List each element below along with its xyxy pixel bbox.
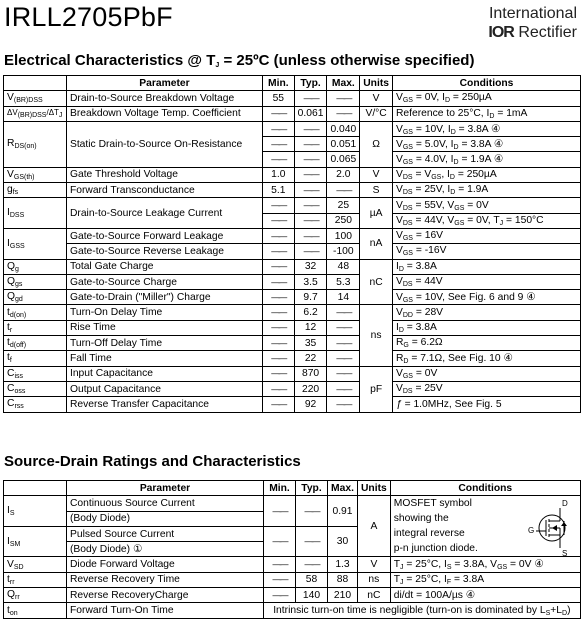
table-cell: (Body Diode) [67, 511, 264, 526]
table-cell: $t_f$ [4, 351, 67, 366]
table-row [4, 320, 581, 335]
table-cell: $Q_{rr}$ [4, 588, 67, 603]
table-cell: 0.065 [327, 152, 360, 167]
table-cell: $C_{oss}$ [4, 381, 67, 396]
mosfet-symbol-icon [524, 498, 576, 557]
table-cell: 58 [296, 572, 328, 587]
table-cell [262, 351, 294, 366]
table-cell [262, 198, 294, 213]
table-cell: $t_{rr}$ [4, 572, 67, 587]
table-cell: V [360, 167, 393, 182]
table-cell: 0.061 [294, 106, 327, 121]
table-cell: 870 [294, 366, 327, 381]
table-cell: nC [360, 259, 393, 305]
table-row [4, 259, 581, 274]
table-cell: $I_D = 3.8A$ [392, 320, 580, 335]
table-row [4, 397, 581, 412]
table-cell: 6.2 [294, 305, 327, 320]
mosfet-note: MOSFET symbol showing the integral reverse p-n junction diode. D G S [390, 496, 580, 557]
table-cell: Conditions [392, 76, 580, 91]
table-cell: $t_{d(off)}$ [4, 336, 67, 351]
table-cell [4, 76, 67, 91]
table-cell [262, 290, 294, 305]
table-cell: 30 [328, 526, 358, 557]
table-cell: V/°C [360, 106, 393, 121]
table-cell [262, 244, 294, 259]
table-row [4, 106, 581, 121]
table-cell: $V_{GS} = 10V$, See Fig. 6 and 9 ④ [392, 290, 580, 305]
table-cell: $I_{DSS}$ [4, 198, 67, 229]
table-cell [264, 588, 296, 603]
table-cell: Static Drain-to-Source On-Resistance [66, 121, 262, 167]
table-cell [294, 213, 327, 228]
table-cell: Turn-Off Delay Time [66, 336, 262, 351]
table-cell: Drain-to-Source Breakdown Voltage [66, 91, 262, 106]
table-cell: $V_{GS} = 0V$ [392, 366, 580, 381]
ton-note: Intrinsic turn-on time is negligible (turn-on is dominated by $L_S+L_D$) [264, 603, 581, 618]
table-cell [264, 572, 296, 587]
table-cell: $C_{iss}$ [4, 366, 67, 381]
table-cell [264, 557, 296, 572]
table-cell [262, 274, 294, 289]
table-cell [262, 106, 294, 121]
table-cell [327, 320, 360, 335]
table-row [4, 588, 581, 603]
table-cell: Output Capacitance [66, 381, 262, 396]
table-cell [294, 228, 327, 243]
source-drain-table [3, 480, 581, 619]
table-cell [294, 121, 327, 136]
table-cell: Gate-to-Drain ("Miller") Charge [66, 290, 262, 305]
table-cell: Units [358, 481, 391, 496]
table-cell: Typ. [296, 481, 328, 496]
table-cell: Forward Transconductance [66, 183, 262, 198]
table-cell: nC [358, 588, 391, 603]
table-cell [327, 183, 360, 198]
table-cell [327, 106, 360, 121]
table-cell: 1.3 [328, 557, 358, 572]
table-cell: Drain-to-Source Leakage Current [66, 198, 262, 229]
electrical-title: Electrical Characteristics @ $T_J$ = 25ºC (unless otherwise specified) [4, 52, 475, 69]
table-cell: (Body Diode) ① [67, 542, 264, 557]
table-cell: V [358, 557, 391, 572]
table-cell: 22 [294, 351, 327, 366]
table-cell [4, 481, 67, 496]
table-cell: S [360, 183, 393, 198]
table-cell: 2.0 [327, 167, 360, 182]
table-cell: $V_{DS} = 55V$, $V_{GS} = 0V$ [392, 198, 580, 213]
table-cell: Min. [264, 481, 296, 496]
table-cell: $R_G = 6.2\Omega$ [392, 336, 580, 351]
svg-text:D: D [561, 499, 568, 509]
table-cell: 210 [328, 588, 358, 603]
table-cell [296, 496, 328, 527]
table-row [4, 557, 581, 572]
table-cell [294, 137, 327, 152]
table-cell: Parameter [67, 481, 264, 496]
table-cell [294, 198, 327, 213]
table-cell [262, 381, 294, 396]
table-cell: Pulsed Source Current [67, 526, 264, 541]
table-cell: $Q_g$ [4, 259, 67, 274]
table-cell: 250 [327, 213, 360, 228]
table-cell: ƒ = 1.0MHz, See Fig. 5 [392, 397, 580, 412]
table-cell: Reverse RecoveryCharge [67, 588, 264, 603]
table-row [4, 572, 581, 587]
table-cell: $C_{rss}$ [4, 397, 67, 412]
table-row [4, 305, 581, 320]
table-row [4, 183, 581, 198]
table-row [4, 496, 581, 511]
table-row [4, 351, 581, 366]
table-cell: 0.051 [327, 137, 360, 152]
table-cell: Fall Time [66, 351, 262, 366]
table-cell: 35 [294, 336, 327, 351]
table-cell: ns [358, 572, 391, 587]
table-row [4, 274, 581, 289]
table-cell: $t_r$ [4, 320, 67, 335]
table-cell: $V_{DD} = 28V$ [392, 305, 580, 320]
svg-text:S: S [561, 549, 568, 559]
table-header-row [4, 76, 581, 91]
table-cell: Gate Threshold Voltage [66, 167, 262, 182]
table-cell: µA [360, 198, 393, 229]
table-row [4, 167, 581, 182]
table-cell [327, 336, 360, 351]
table-cell: Conditions [390, 481, 580, 496]
table-cell: di/dt = 100A/µs ④ [390, 588, 580, 603]
table-cell: V [360, 91, 393, 106]
table-cell: Parameter [66, 76, 262, 91]
table-cell [327, 305, 360, 320]
table-cell: $T_J = 25^\circ C$, $I_F = 3.8A$ [390, 572, 580, 587]
table-cell: Gate-to-Source Forward Leakage [66, 228, 262, 243]
table-cell [294, 91, 327, 106]
table-cell: Max. [328, 481, 358, 496]
table-cell: Forward Turn-On Time [67, 603, 264, 618]
table-cell: -100 [327, 244, 360, 259]
table-cell: Gate-to-Source Charge [66, 274, 262, 289]
table-cell: 55 [262, 91, 294, 106]
table-cell: Input Capacitance [66, 366, 262, 381]
table-cell [262, 320, 294, 335]
table-cell: 14 [327, 290, 360, 305]
table-cell: Ω [360, 121, 393, 167]
table-row [4, 121, 581, 136]
table-cell: 92 [294, 397, 327, 412]
table-cell: 9.7 [294, 290, 327, 305]
table-cell: Rise Time [66, 320, 262, 335]
table-cell: 25 [327, 198, 360, 213]
table-cell: $t_{d(on)}$ [4, 305, 67, 320]
table-header-row [4, 481, 581, 496]
table-row [4, 336, 581, 351]
table-cell: $V_{GS} = 5.0V$, $I_D = 3.8A$ ④ [392, 137, 580, 152]
table-cell [296, 526, 328, 557]
table-cell: $\Delta V_{(BR)DSS}/\Delta T_J$ [4, 106, 67, 121]
table-cell: $R_{DS(on)}$ [4, 121, 67, 167]
table-cell: 3.5 [294, 274, 327, 289]
table-cell: $V_{GS} = -16V$ [392, 244, 580, 259]
brand-name: International [488, 5, 577, 22]
table-row [4, 198, 581, 213]
table-cell: $Q_{gd}$ [4, 290, 67, 305]
table-cell: 88 [328, 572, 358, 587]
table-cell [262, 397, 294, 412]
table-row [4, 228, 581, 243]
table-cell [262, 137, 294, 152]
table-cell: Min. [262, 76, 294, 91]
table-cell: Units [360, 76, 393, 91]
table-cell [264, 526, 296, 557]
table-cell [294, 244, 327, 259]
table-cell: 140 [296, 588, 328, 603]
table-cell: Max. [327, 76, 360, 91]
table-cell [327, 397, 360, 412]
table-cell: Gate-to-Source Reverse Leakage [66, 244, 262, 259]
table-cell: $I_{SM}$ [4, 526, 67, 557]
table-cell: $V_{DS} = 25V$ [392, 381, 580, 396]
table-cell: $I_D = 3.8A$ [392, 259, 580, 274]
table-cell: Continuous Source Current [67, 496, 264, 511]
table-cell: Reverse Recovery Time [67, 572, 264, 587]
table-cell [262, 336, 294, 351]
table-cell [262, 305, 294, 320]
table-cell: $V_{GS(th)}$ [4, 167, 67, 182]
table-row [4, 603, 581, 618]
table-cell: $t_{on}$ [4, 603, 67, 618]
table-cell [262, 366, 294, 381]
table-cell: Typ. [294, 76, 327, 91]
table-cell: Diode Forward Voltage [67, 557, 264, 572]
table-cell: 100 [327, 228, 360, 243]
table-cell: 12 [294, 320, 327, 335]
table-cell [294, 167, 327, 182]
source-drain-title: Source-Drain Ratings and Characteristics [4, 453, 301, 470]
table-cell: 5.1 [262, 183, 294, 198]
table-cell: $I_{GSS}$ [4, 228, 67, 259]
table-cell: $V_{GS} = 0V$, $I_D = 250\mu A$ [392, 91, 580, 106]
table-cell: Reference to 25°C, $I_D = 1mA$ [392, 106, 580, 121]
svg-text:G: G [527, 526, 534, 536]
part-number: IRLL2705PbF [4, 2, 173, 32]
table-cell [294, 183, 327, 198]
table-cell [262, 121, 294, 136]
ior-logo: IOR [488, 24, 514, 41]
table-cell: Total Gate Charge [66, 259, 262, 274]
table-cell: 5.3 [327, 274, 360, 289]
table-cell: $V_{DS} = V_{GS}$, $I_D = 250\mu A$ [392, 167, 580, 182]
table-cell: 0.91 [328, 496, 358, 527]
table-cell: ns [360, 305, 393, 366]
table-cell: 32 [294, 259, 327, 274]
table-row [4, 381, 581, 396]
brand-logo: IOR Rectifier [488, 24, 577, 41]
table-row [4, 290, 581, 305]
table-cell: Breakdown Voltage Temp. Coefficient [66, 106, 262, 121]
table-cell: 48 [327, 259, 360, 274]
table-cell [327, 351, 360, 366]
table-cell: $V_{DS} = 25V$, $I_D = 1.9A$ [392, 183, 580, 198]
table-cell [262, 152, 294, 167]
table-cell: $V_{(BR)DSS}$ [4, 91, 67, 106]
table-cell: $g_{fs}$ [4, 183, 67, 198]
table-cell: 220 [294, 381, 327, 396]
table-cell: 0.040 [327, 121, 360, 136]
table-cell: $Q_{gs}$ [4, 274, 67, 289]
table-cell: $I_S$ [4, 496, 67, 527]
table-cell [327, 366, 360, 381]
table-cell: Turn-On Delay Time [66, 305, 262, 320]
table-cell [296, 557, 328, 572]
table-cell [262, 228, 294, 243]
table-cell: $V_{GS} = 10V$, $I_D = 3.8A$ ④ [392, 121, 580, 136]
table-cell [294, 152, 327, 167]
electrical-table [3, 75, 581, 413]
table-cell [264, 496, 296, 527]
table-cell: 1.0 [262, 167, 294, 182]
table-cell [327, 381, 360, 396]
table-cell: nA [360, 228, 393, 259]
table-cell: A [358, 496, 391, 557]
table-cell: $V_{DS} = 44V$ [392, 274, 580, 289]
table-row [4, 91, 581, 106]
table-cell: $T_J = 25^\circ C$, $I_S = 3.8A$, $V_{GS} = 0V$ ④ [390, 557, 580, 572]
table-row [4, 244, 581, 259]
table-cell [327, 91, 360, 106]
table-cell: $R_D = 7.1\Omega$, See Fig. 10 ④ [392, 351, 580, 366]
table-row [4, 366, 581, 381]
table-cell: $V_{GS} = 4.0V$, $I_D = 1.9A$ ④ [392, 152, 580, 167]
table-cell: $V_{GS} = 16V$ [392, 228, 580, 243]
table-cell [262, 259, 294, 274]
table-cell: Reverse Transfer Capacitance [66, 397, 262, 412]
table-cell: pF [360, 366, 393, 412]
table-cell [262, 213, 294, 228]
table-cell: $V_{SD}$ [4, 557, 67, 572]
table-cell: $V_{DS} = 44V$, $V_{GS} = 0V$, $T_J = 150^\circ C$ [392, 213, 580, 228]
